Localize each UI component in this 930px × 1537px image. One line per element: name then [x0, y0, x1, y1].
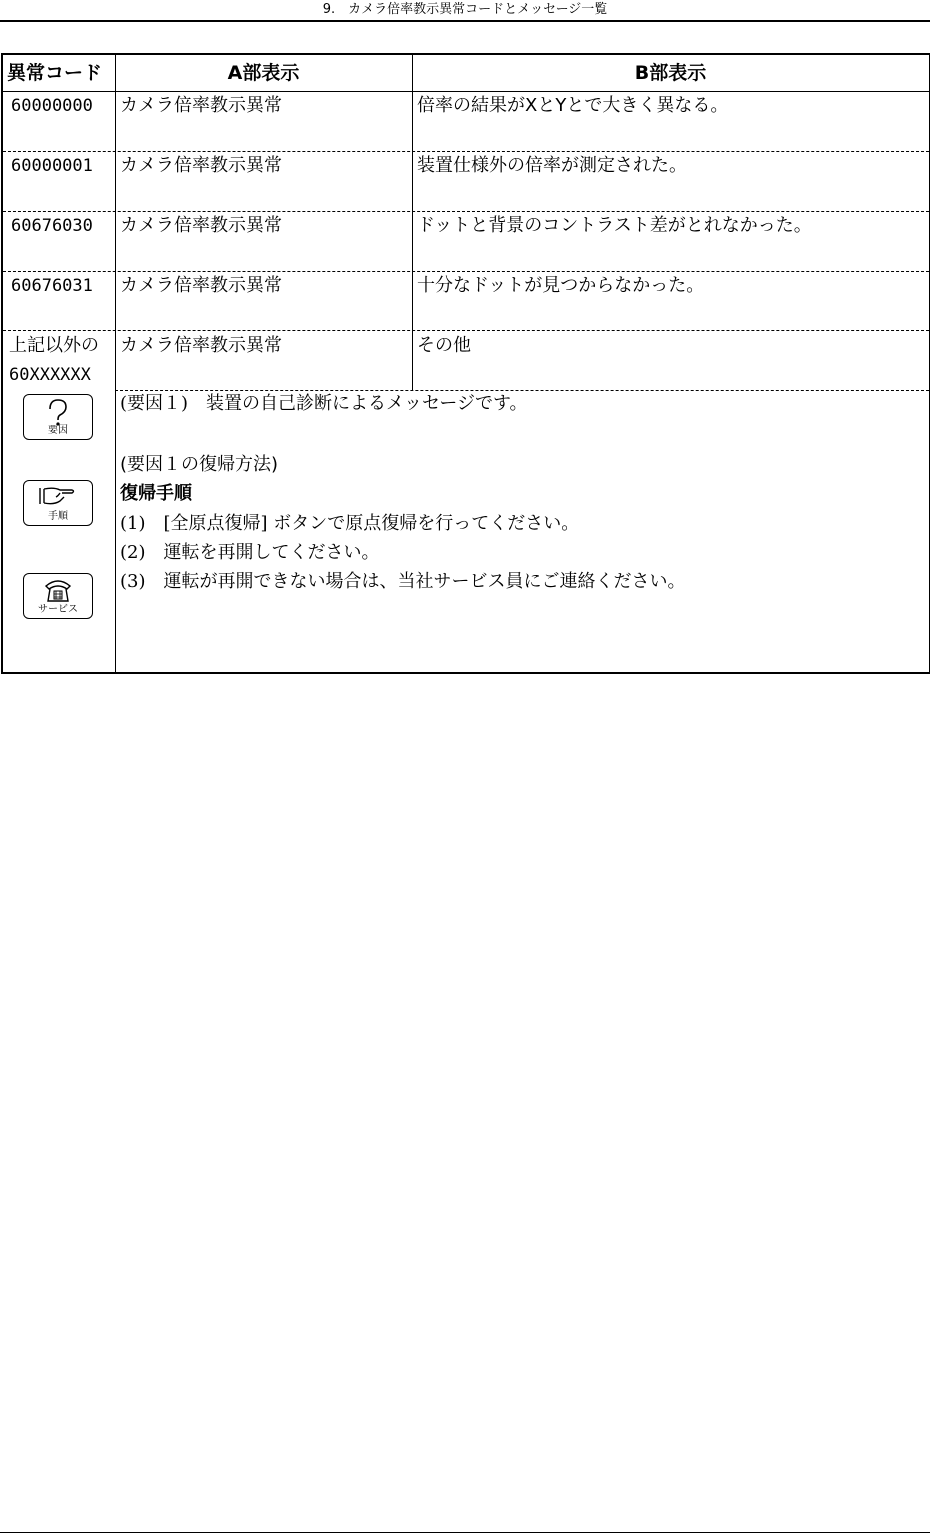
procedure-title: 復帰手順	[120, 483, 192, 504]
page-header	[0, 0, 930, 22]
procedure-step: (3) 運転が再開できない場合は、当社サービス員にご連絡ください。	[120, 571, 686, 592]
procedure-step: (2) 運転を再開してください。	[120, 542, 380, 563]
row-b-text: 倍率の結果がXとYとで大きく異なる。	[417, 95, 729, 116]
page-title: 9. カメラ倍率教示異常コードとメッセージ一覧	[322, 2, 608, 17]
procedure-step: (1) [全原点復帰] ボタンで原点復帰を行ってください。	[120, 513, 580, 534]
row-code: 60000000	[11, 96, 93, 116]
cause-badge	[23, 394, 93, 440]
column-header-a: A部表示	[227, 62, 300, 84]
row-code: 60000001	[11, 156, 93, 176]
footer-rule	[0, 1532, 930, 1533]
row-a-text: カメラ倍率教示異常	[120, 275, 282, 296]
column-header-b: B部表示	[634, 62, 707, 84]
recovery-title: (要因１の復帰方法)	[120, 454, 279, 475]
procedure-badge-label: 手順	[48, 511, 68, 522]
cause-text: (要因１) 装置の自己診断によるメッセージです。	[120, 393, 528, 414]
error-code-table	[1, 53, 930, 674]
service-badge	[23, 573, 93, 619]
row-b-text: ドットと背景のコントラスト差がとれなかった。	[417, 215, 812, 236]
row-b-text: 装置仕様外の倍率が測定された。	[417, 155, 687, 176]
cause-badge-label: 要因	[48, 425, 68, 436]
procedure-badge	[23, 480, 93, 526]
row-a-text: カメラ倍率教示異常	[120, 95, 282, 116]
column-divider	[115, 55, 116, 672]
row-a-text: カメラ倍率教示異常	[120, 215, 282, 236]
service-badge-label: サービス	[38, 604, 78, 615]
column-header-code: 異常コード	[7, 62, 103, 84]
row-code-line2: 60XXXXXX	[9, 365, 91, 385]
row-a-text: カメラ倍率教示異常	[120, 335, 282, 356]
row-code: 60676030	[11, 216, 93, 236]
row-code: 上記以外の	[9, 335, 99, 356]
row-code: 60676031	[11, 276, 93, 296]
row-b-text: 十分なドットが見つからなかった。	[417, 275, 705, 296]
row-a-text: カメラ倍率教示異常	[120, 155, 282, 176]
row-b-text: その他	[417, 335, 471, 356]
column-divider	[412, 55, 413, 390]
